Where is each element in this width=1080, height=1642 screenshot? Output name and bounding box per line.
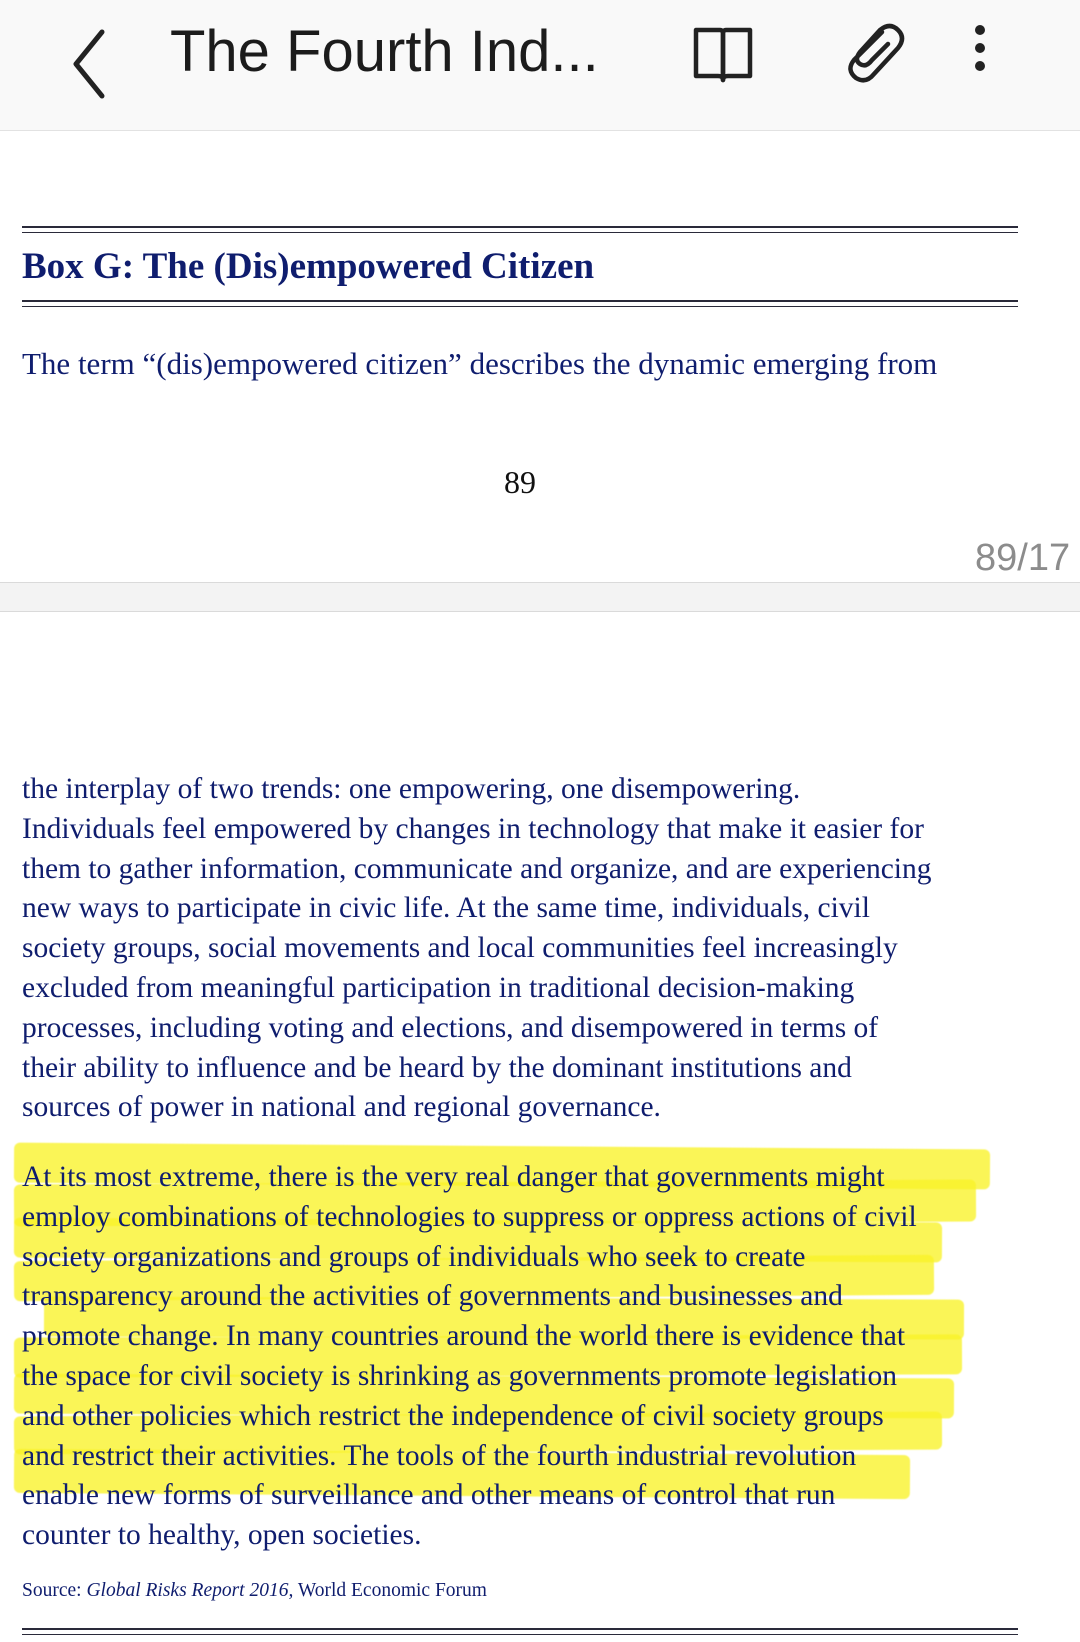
more-vertical-icon bbox=[960, 18, 1000, 98]
text-line: sources of power in national and regional governance. bbox=[22, 1091, 661, 1124]
reading-mode-button[interactable] bbox=[690, 20, 756, 86]
text-line: the space for civil society is shrinking as governments promote legislation bbox=[22, 1359, 897, 1392]
text-line: employ combinations of technologies to suppress or oppress actions of civil bbox=[22, 1200, 917, 1233]
source-citation bbox=[22, 1580, 487, 1602]
page-number: 89 bbox=[504, 464, 536, 500]
box-bottom-rule bbox=[22, 1628, 1018, 1635]
attachment-button[interactable] bbox=[836, 18, 908, 90]
text-line: excluded from meaningful participation in traditional decision-making bbox=[22, 971, 855, 1004]
text-line: Individuals feel empowered by changes in technology that make it easier for bbox=[22, 812, 924, 845]
text-line: them to gather information, communicate and organize, and are experiencing bbox=[22, 852, 932, 885]
source-suffix: World Economic Forum bbox=[293, 1580, 487, 1601]
text-line: promote change. In many countries around the world there is evidence that bbox=[22, 1320, 906, 1353]
text-line: enable new forms of surveillance and other means of control that run bbox=[22, 1479, 836, 1512]
source-prefix: Source: bbox=[22, 1580, 87, 1601]
text-line: their ability to influence and be heard by the dominant institutions and bbox=[22, 1051, 852, 1084]
source-title: Global Risks Report 2016, bbox=[86, 1580, 294, 1601]
box-heading-rule bbox=[22, 300, 1018, 307]
text-line: transparency around the activities of governments and businesses and bbox=[22, 1280, 843, 1313]
book-icon bbox=[690, 20, 756, 86]
text-line: and restrict their activities. The tools of the fourth industrial revolution bbox=[22, 1439, 857, 1472]
paragraph-1 bbox=[22, 770, 1032, 1128]
text-line: society organizations and groups of individuals who seek to create bbox=[22, 1240, 806, 1273]
text-line: counter to healthy, open societies. bbox=[22, 1519, 422, 1552]
text-line: the interplay of two trends: one empowering, one disempowering. bbox=[22, 773, 801, 805]
box-top-rule bbox=[22, 226, 1018, 233]
text-line: new ways to participate in civic life. At the same time, individuals, civil bbox=[22, 892, 870, 925]
paperclip-icon bbox=[836, 18, 908, 90]
page-separator bbox=[0, 582, 1080, 612]
paragraph-2-highlighted bbox=[22, 1158, 1032, 1556]
more-options-button[interactable] bbox=[960, 18, 1000, 98]
text-line: processes, including voting and elections, and disempowered in terms of bbox=[22, 1011, 879, 1044]
text-line: At its most extreme, there is the very real danger that governments might bbox=[22, 1161, 885, 1193]
page-indicator[interactable]: 89/17 bbox=[975, 537, 1071, 579]
box-heading: Box G: The (Dis)empowered Citizen bbox=[22, 246, 595, 287]
back-arrow-icon bbox=[62, 18, 122, 98]
document-title: The Fourth Ind... bbox=[170, 19, 599, 84]
box-intro-line: The term “(dis)empowered citizen” describes the dynamic emerging from bbox=[22, 346, 938, 381]
text-line: society groups, social movements and local communities feel increasingly bbox=[22, 932, 898, 965]
app-bar bbox=[0, 0, 1080, 131]
back-button[interactable] bbox=[62, 18, 122, 98]
text-line: and other policies which restrict the independence of civil society groups bbox=[22, 1399, 884, 1432]
